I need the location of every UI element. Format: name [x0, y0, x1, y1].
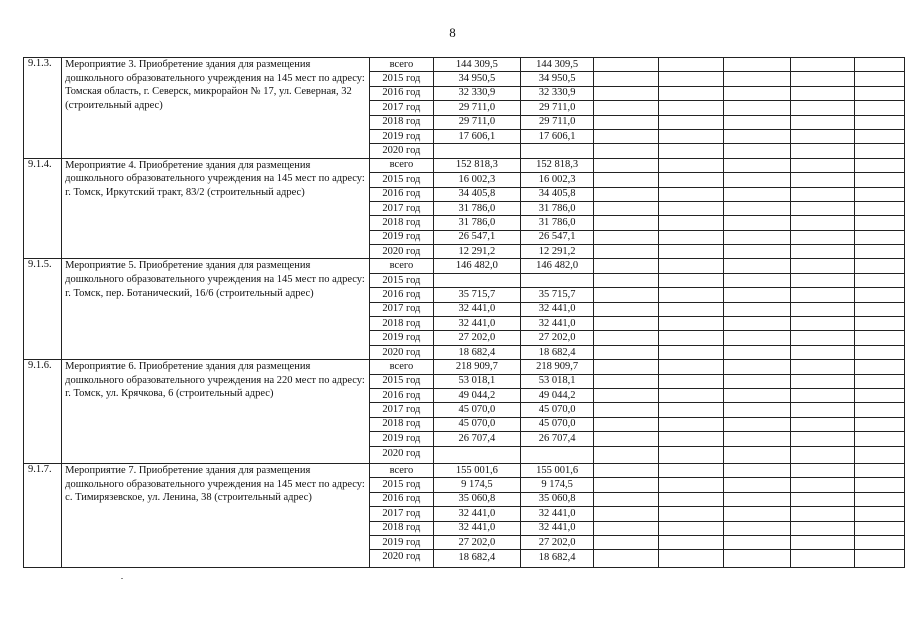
empty-cell	[724, 446, 790, 463]
empty-cell	[855, 158, 905, 172]
empty-cell	[658, 101, 723, 115]
table-row	[24, 158, 905, 172]
item-number: 9.1.7.	[24, 463, 62, 567]
empty-cell	[594, 360, 659, 374]
empty-cell	[658, 115, 723, 129]
empty-cell	[855, 129, 905, 143]
period-cell: 2016 год	[369, 288, 433, 302]
empty-cell	[658, 535, 723, 549]
total-amount-cell: 31 786,0	[433, 216, 520, 230]
empty-cell	[790, 403, 855, 417]
period-cell: 2017 год	[369, 403, 433, 417]
empty-cell	[724, 245, 790, 259]
budget-amount-cell: 12 291,2	[520, 245, 593, 259]
empty-cell	[790, 463, 855, 477]
empty-cell	[790, 492, 855, 506]
empty-cell	[855, 345, 905, 359]
empty-cell	[790, 521, 855, 535]
empty-cell	[594, 403, 659, 417]
period-cell: всего	[369, 158, 433, 172]
item-number: 9.1.5.	[24, 259, 62, 360]
empty-cell	[790, 550, 855, 567]
empty-cell	[855, 550, 905, 567]
item-description: Мероприятие 5. Приобретение здания для размещения дошкольного образовательного учреждения на 145 мест по адресу: г. Томск, пер. Ботанический, 16/6 (строительный адрес)	[62, 259, 370, 360]
period-cell: 2018 год	[369, 417, 433, 431]
table-row	[24, 259, 905, 273]
period-cell: 2019 год	[369, 535, 433, 549]
total-amount-cell: 26 707,4	[433, 432, 520, 446]
empty-cell	[724, 374, 790, 388]
empty-cell	[594, 302, 659, 316]
empty-cell	[594, 521, 659, 535]
period-cell: 2018 год	[369, 317, 433, 331]
empty-cell	[658, 417, 723, 431]
empty-cell	[724, 216, 790, 230]
period-cell: 2018 год	[369, 216, 433, 230]
item-number: 9.1.4.	[24, 158, 62, 259]
item-number: 9.1.6.	[24, 360, 62, 464]
empty-cell	[658, 230, 723, 244]
total-amount-cell: 45 070,0	[433, 403, 520, 417]
empty-cell	[594, 331, 659, 345]
budget-amount-cell	[520, 144, 593, 158]
empty-cell	[658, 187, 723, 201]
empty-cell	[724, 345, 790, 359]
empty-cell	[594, 58, 659, 72]
total-amount-cell: 35 715,7	[433, 288, 520, 302]
program-table	[23, 57, 905, 568]
empty-cell	[594, 432, 659, 446]
empty-cell	[724, 463, 790, 477]
empty-cell	[594, 259, 659, 273]
empty-cell	[855, 417, 905, 431]
budget-amount-cell: 45 070,0	[520, 417, 593, 431]
empty-cell	[855, 317, 905, 331]
period-cell: 2020 год	[369, 345, 433, 359]
empty-cell	[594, 507, 659, 521]
empty-cell	[658, 507, 723, 521]
empty-cell	[658, 72, 723, 86]
empty-cell	[790, 230, 855, 244]
budget-amount-cell: 9 174,5	[520, 478, 593, 492]
empty-cell	[658, 331, 723, 345]
period-cell: 2018 год	[369, 521, 433, 535]
empty-cell	[790, 507, 855, 521]
period-cell: 2016 год	[369, 187, 433, 201]
budget-amount-cell: 27 202,0	[520, 331, 593, 345]
scan-speck	[121, 578, 123, 579]
empty-cell	[855, 478, 905, 492]
empty-cell	[855, 521, 905, 535]
empty-cell	[594, 388, 659, 402]
budget-amount-cell: 34 405,8	[520, 187, 593, 201]
total-amount-cell: 32 441,0	[433, 302, 520, 316]
empty-cell	[790, 388, 855, 402]
period-cell: 2015 год	[369, 72, 433, 86]
budget-amount-cell: 17 606,1	[520, 129, 593, 143]
budget-amount-cell: 26 547,1	[520, 230, 593, 244]
period-cell: 2015 год	[369, 273, 433, 287]
budget-amount-cell: 146 482,0	[520, 259, 593, 273]
empty-cell	[594, 86, 659, 100]
period-cell: 2015 год	[369, 478, 433, 492]
period-cell: 2020 год	[369, 144, 433, 158]
budget-amount-cell: 18 682,4	[520, 345, 593, 359]
period-cell: 2019 год	[369, 230, 433, 244]
empty-cell	[658, 360, 723, 374]
budget-amount-cell	[520, 446, 593, 463]
empty-cell	[724, 129, 790, 143]
empty-cell	[724, 273, 790, 287]
empty-cell	[855, 245, 905, 259]
empty-cell	[594, 288, 659, 302]
total-amount-cell: 18 682,4	[433, 345, 520, 359]
empty-cell	[724, 72, 790, 86]
total-amount-cell: 27 202,0	[433, 331, 520, 345]
budget-amount-cell: 26 707,4	[520, 432, 593, 446]
empty-cell	[855, 101, 905, 115]
empty-cell	[594, 216, 659, 230]
empty-cell	[724, 173, 790, 187]
empty-cell	[724, 101, 790, 115]
empty-cell	[658, 173, 723, 187]
total-amount-cell	[433, 446, 520, 463]
empty-cell	[790, 173, 855, 187]
empty-cell	[724, 201, 790, 215]
period-cell: 2019 год	[369, 432, 433, 446]
empty-cell	[594, 417, 659, 431]
empty-cell	[855, 86, 905, 100]
empty-cell	[658, 374, 723, 388]
budget-amount-cell: 31 786,0	[520, 201, 593, 215]
budget-amount-cell: 32 441,0	[520, 507, 593, 521]
budget-amount-cell: 35 715,7	[520, 288, 593, 302]
period-cell: 2020 год	[369, 446, 433, 463]
period-cell: 2015 год	[369, 173, 433, 187]
total-amount-cell: 17 606,1	[433, 129, 520, 143]
empty-cell	[594, 535, 659, 549]
empty-cell	[855, 144, 905, 158]
empty-cell	[658, 492, 723, 506]
empty-cell	[790, 158, 855, 172]
empty-cell	[790, 101, 855, 115]
budget-amount-cell	[520, 273, 593, 287]
empty-cell	[724, 521, 790, 535]
empty-cell	[790, 129, 855, 143]
empty-cell	[658, 302, 723, 316]
empty-cell	[724, 259, 790, 273]
empty-cell	[658, 201, 723, 215]
empty-cell	[594, 173, 659, 187]
period-cell: 2016 год	[369, 86, 433, 100]
empty-cell	[855, 201, 905, 215]
empty-cell	[724, 360, 790, 374]
item-description: Мероприятие 7. Приобретение здания для размещения дошкольного образовательного учреждения на 145 мест по адресу: с. Тимирязевское, ул. Ленина, 38 (строительный адрес)	[62, 463, 370, 567]
total-amount-cell: 45 070,0	[433, 417, 520, 431]
empty-cell	[724, 144, 790, 158]
empty-cell	[790, 245, 855, 259]
total-amount-cell: 18 682,4	[433, 550, 520, 567]
empty-cell	[594, 317, 659, 331]
total-amount-cell: 32 330,9	[433, 86, 520, 100]
empty-cell	[790, 374, 855, 388]
period-cell: 2017 год	[369, 201, 433, 215]
period-cell: 2020 год	[369, 550, 433, 567]
budget-amount-cell: 218 909,7	[520, 360, 593, 374]
empty-cell	[724, 535, 790, 549]
empty-cell	[724, 478, 790, 492]
empty-cell	[855, 273, 905, 287]
empty-cell	[658, 273, 723, 287]
empty-cell	[724, 432, 790, 446]
empty-cell	[855, 492, 905, 506]
empty-cell	[855, 187, 905, 201]
empty-cell	[790, 345, 855, 359]
empty-cell	[855, 302, 905, 316]
empty-cell	[790, 58, 855, 72]
total-amount-cell: 146 482,0	[433, 259, 520, 273]
empty-cell	[724, 417, 790, 431]
empty-cell	[855, 535, 905, 549]
period-cell: 2017 год	[369, 507, 433, 521]
empty-cell	[594, 273, 659, 287]
empty-cell	[790, 72, 855, 86]
total-amount-cell: 34 405,8	[433, 187, 520, 201]
total-amount-cell: 144 309,5	[433, 58, 520, 72]
period-cell: всего	[369, 58, 433, 72]
empty-cell	[594, 446, 659, 463]
empty-cell	[594, 374, 659, 388]
empty-cell	[790, 432, 855, 446]
empty-cell	[855, 403, 905, 417]
empty-cell	[594, 144, 659, 158]
item-number: 9.1.3.	[24, 58, 62, 159]
empty-cell	[724, 230, 790, 244]
total-amount-cell: 49 044,2	[433, 388, 520, 402]
budget-amount-cell: 35 060,8	[520, 492, 593, 506]
empty-cell	[658, 58, 723, 72]
total-amount-cell: 32 441,0	[433, 521, 520, 535]
total-amount-cell: 27 202,0	[433, 535, 520, 549]
empty-cell	[790, 115, 855, 129]
empty-cell	[790, 446, 855, 463]
total-amount-cell	[433, 273, 520, 287]
budget-amount-cell: 49 044,2	[520, 388, 593, 402]
budget-amount-cell: 32 441,0	[520, 521, 593, 535]
empty-cell	[658, 317, 723, 331]
period-cell: 2018 год	[369, 115, 433, 129]
empty-cell	[724, 388, 790, 402]
empty-cell	[855, 216, 905, 230]
empty-cell	[658, 432, 723, 446]
empty-cell	[658, 446, 723, 463]
budget-amount-cell: 16 002,3	[520, 173, 593, 187]
period-cell: 2016 год	[369, 492, 433, 506]
empty-cell	[658, 216, 723, 230]
empty-cell	[658, 521, 723, 535]
total-amount-cell	[433, 144, 520, 158]
empty-cell	[594, 463, 659, 477]
empty-cell	[790, 144, 855, 158]
empty-cell	[790, 187, 855, 201]
table-body	[24, 58, 905, 568]
budget-amount-cell: 29 711,0	[520, 115, 593, 129]
empty-cell	[594, 158, 659, 172]
period-cell: 2019 год	[369, 129, 433, 143]
empty-cell	[658, 86, 723, 100]
budget-amount-cell: 152 818,3	[520, 158, 593, 172]
budget-amount-cell: 18 682,4	[520, 550, 593, 567]
empty-cell	[724, 158, 790, 172]
empty-cell	[658, 288, 723, 302]
total-amount-cell: 9 174,5	[433, 478, 520, 492]
empty-cell	[790, 360, 855, 374]
empty-cell	[855, 446, 905, 463]
budget-amount-cell: 144 309,5	[520, 58, 593, 72]
empty-cell	[855, 173, 905, 187]
empty-cell	[594, 245, 659, 259]
empty-cell	[594, 345, 659, 359]
empty-cell	[724, 331, 790, 345]
empty-cell	[855, 388, 905, 402]
budget-amount-cell: 32 441,0	[520, 317, 593, 331]
empty-cell	[724, 288, 790, 302]
page-number: 8	[449, 25, 456, 40]
empty-cell	[658, 345, 723, 359]
period-cell: 2015 год	[369, 374, 433, 388]
empty-cell	[790, 201, 855, 215]
empty-cell	[790, 331, 855, 345]
empty-cell	[790, 273, 855, 287]
budget-amount-cell: 29 711,0	[520, 101, 593, 115]
empty-cell	[790, 259, 855, 273]
total-amount-cell: 32 441,0	[433, 507, 520, 521]
empty-cell	[724, 550, 790, 567]
period-cell: всего	[369, 360, 433, 374]
budget-amount-cell: 34 950,5	[520, 72, 593, 86]
total-amount-cell: 32 441,0	[433, 317, 520, 331]
table-row	[24, 58, 905, 72]
empty-cell	[658, 478, 723, 492]
empty-cell	[790, 417, 855, 431]
empty-cell	[855, 230, 905, 244]
period-cell: 2016 год	[369, 388, 433, 402]
empty-cell	[594, 201, 659, 215]
empty-cell	[594, 101, 659, 115]
empty-cell	[855, 374, 905, 388]
budget-amount-cell: 32 330,9	[520, 86, 593, 100]
budget-amount-cell: 27 202,0	[520, 535, 593, 549]
budget-amount-cell: 53 018,1	[520, 374, 593, 388]
empty-cell	[724, 492, 790, 506]
empty-cell	[790, 288, 855, 302]
empty-cell	[790, 478, 855, 492]
budget-amount-cell: 155 001,6	[520, 463, 593, 477]
empty-cell	[724, 302, 790, 316]
empty-cell	[658, 388, 723, 402]
empty-cell	[594, 478, 659, 492]
empty-cell	[855, 432, 905, 446]
empty-cell	[855, 72, 905, 86]
budget-amount-cell: 32 441,0	[520, 302, 593, 316]
empty-cell	[594, 187, 659, 201]
empty-cell	[594, 230, 659, 244]
total-amount-cell: 218 909,7	[433, 360, 520, 374]
empty-cell	[855, 507, 905, 521]
empty-cell	[790, 302, 855, 316]
empty-cell	[724, 507, 790, 521]
budget-amount-cell: 31 786,0	[520, 216, 593, 230]
empty-cell	[790, 86, 855, 100]
empty-cell	[855, 331, 905, 345]
empty-cell	[724, 187, 790, 201]
total-amount-cell: 53 018,1	[433, 374, 520, 388]
empty-cell	[658, 403, 723, 417]
total-amount-cell: 12 291,2	[433, 245, 520, 259]
empty-cell	[724, 58, 790, 72]
item-description: Мероприятие 6. Приобретение здания для размещения дошкольного образовательного учреждения на 220 мест по адресу: г. Томск, ул. Крячкова, 6 (строительный адрес)	[62, 360, 370, 464]
total-amount-cell: 29 711,0	[433, 101, 520, 115]
empty-cell	[855, 360, 905, 374]
empty-cell	[790, 535, 855, 549]
empty-cell	[790, 216, 855, 230]
total-amount-cell: 155 001,6	[433, 463, 520, 477]
empty-cell	[658, 144, 723, 158]
empty-cell	[658, 550, 723, 567]
empty-cell	[724, 403, 790, 417]
empty-cell	[724, 317, 790, 331]
budget-amount-cell: 45 070,0	[520, 403, 593, 417]
empty-cell	[594, 492, 659, 506]
table-row	[24, 360, 905, 374]
empty-cell	[594, 129, 659, 143]
empty-cell	[658, 259, 723, 273]
total-amount-cell: 29 711,0	[433, 115, 520, 129]
empty-cell	[724, 86, 790, 100]
item-description: Мероприятие 4. Приобретение здания для размещения дошкольного образовательного учреждения на 145 мест по адресу: г. Томск, Иркутский тракт, 83/2 (строительный адрес)	[62, 158, 370, 259]
period-cell: 2019 год	[369, 331, 433, 345]
empty-cell	[594, 115, 659, 129]
total-amount-cell: 152 818,3	[433, 158, 520, 172]
total-amount-cell: 16 002,3	[433, 173, 520, 187]
empty-cell	[594, 72, 659, 86]
empty-cell	[855, 115, 905, 129]
period-cell: всего	[369, 259, 433, 273]
empty-cell	[855, 259, 905, 273]
total-amount-cell: 35 060,8	[433, 492, 520, 506]
empty-cell	[855, 288, 905, 302]
item-description: Мероприятие 3. Приобретение здания для размещения дошкольного образовательного учреждения на 145 мест по адресу: Томская область, г. Северск, микрорайон № 17, ул. Северная, 32 (строительный адрес)	[62, 58, 370, 159]
total-amount-cell: 26 547,1	[433, 230, 520, 244]
empty-cell	[658, 158, 723, 172]
period-cell: всего	[369, 463, 433, 477]
empty-cell	[594, 550, 659, 567]
empty-cell	[855, 463, 905, 477]
empty-cell	[658, 245, 723, 259]
empty-cell	[658, 463, 723, 477]
total-amount-cell: 34 950,5	[433, 72, 520, 86]
empty-cell	[658, 129, 723, 143]
empty-cell	[724, 115, 790, 129]
period-cell: 2017 год	[369, 302, 433, 316]
total-amount-cell: 31 786,0	[433, 201, 520, 215]
period-cell: 2017 год	[369, 101, 433, 115]
empty-cell	[790, 317, 855, 331]
table-row	[24, 463, 905, 477]
period-cell: 2020 год	[369, 245, 433, 259]
empty-cell	[855, 58, 905, 72]
